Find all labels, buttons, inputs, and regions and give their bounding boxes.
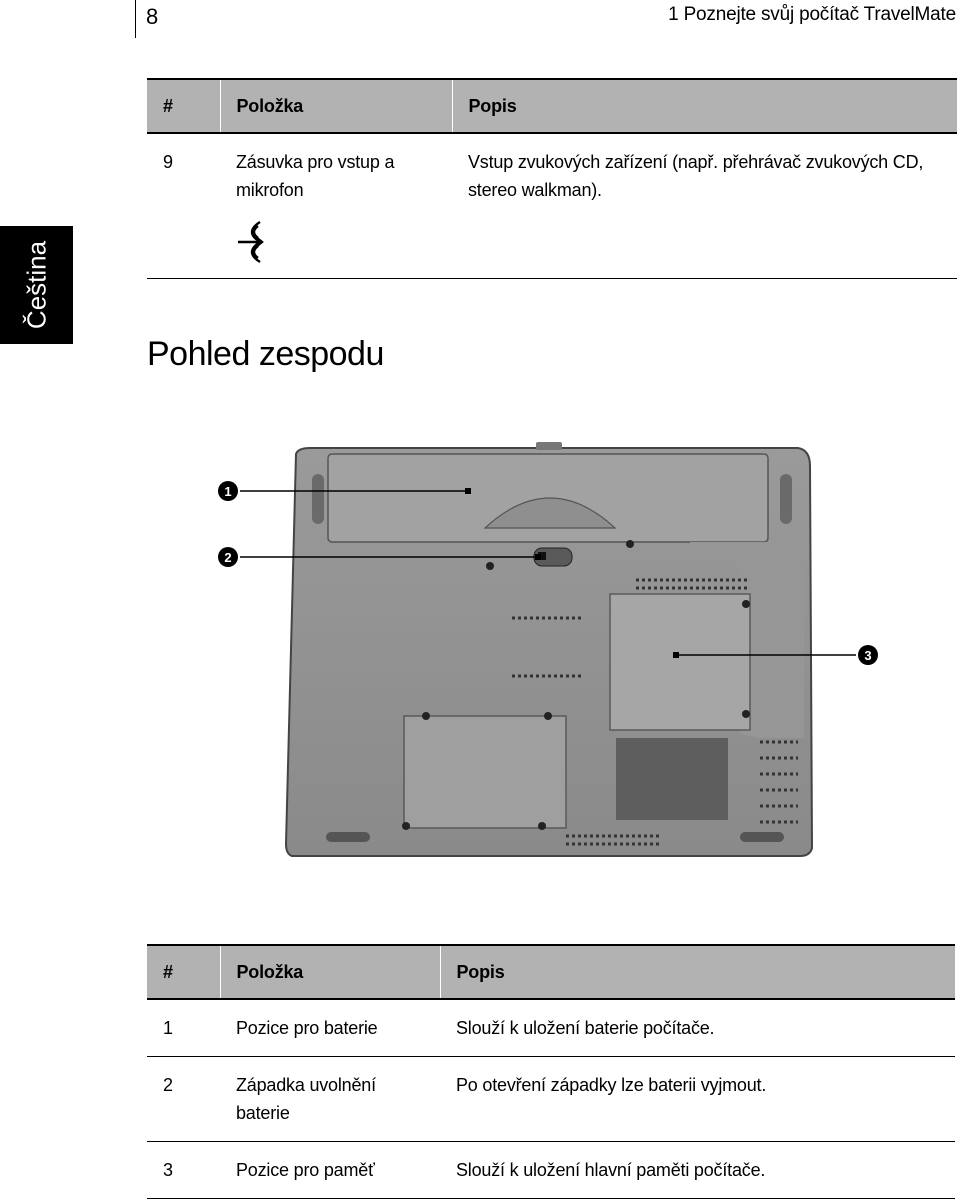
section-title: Pohled zespodu [147, 335, 384, 373]
col-header-description: Popis [440, 945, 955, 999]
svg-text:2: 2 [224, 550, 232, 565]
row-item: Pozice pro paměť [220, 1142, 440, 1199]
running-header: 1 Poznejte svůj počítač TravelMate [668, 4, 956, 25]
callout-3 [858, 645, 878, 665]
callout-2 [218, 547, 238, 567]
table-header-row [147, 945, 955, 999]
col-header-number: # [147, 79, 220, 133]
row-number: 3 [147, 1142, 220, 1199]
svg-text:3: 3 [864, 648, 872, 663]
table-row [147, 1057, 955, 1142]
col-header-number: # [147, 945, 220, 999]
bottom-view-table [147, 944, 955, 1199]
row-description: Slouží k uložení hlavní paměti počítače. [440, 1142, 955, 1199]
row-item: Zásuvka pro vstup a mikrofon [236, 152, 395, 200]
col-header-description: Popis [452, 79, 957, 133]
table-row [147, 999, 955, 1057]
row-number: 2 [147, 1057, 220, 1142]
svg-text:1: 1 [224, 484, 232, 499]
row-item: Západka uvolnění baterie [220, 1057, 440, 1142]
language-tab-label: Čeština [21, 240, 51, 330]
page-number: 8 [146, 4, 159, 29]
row-description: Po otevření západky lze baterii vyjmout. [440, 1057, 955, 1142]
col-header-item: Položka [220, 945, 440, 999]
row-item: Pozice pro baterie [220, 999, 440, 1057]
row-description: Vstup zvukových zařízení (např. přehrávač zvukových CD, stereo walkman). [452, 133, 957, 279]
callout-1 [218, 481, 238, 501]
row-description: Slouží k uložení baterie počítače. [440, 999, 955, 1057]
row-number: 1 [147, 999, 220, 1057]
col-header-item: Položka [220, 79, 452, 133]
row-number: 9 [147, 133, 220, 279]
